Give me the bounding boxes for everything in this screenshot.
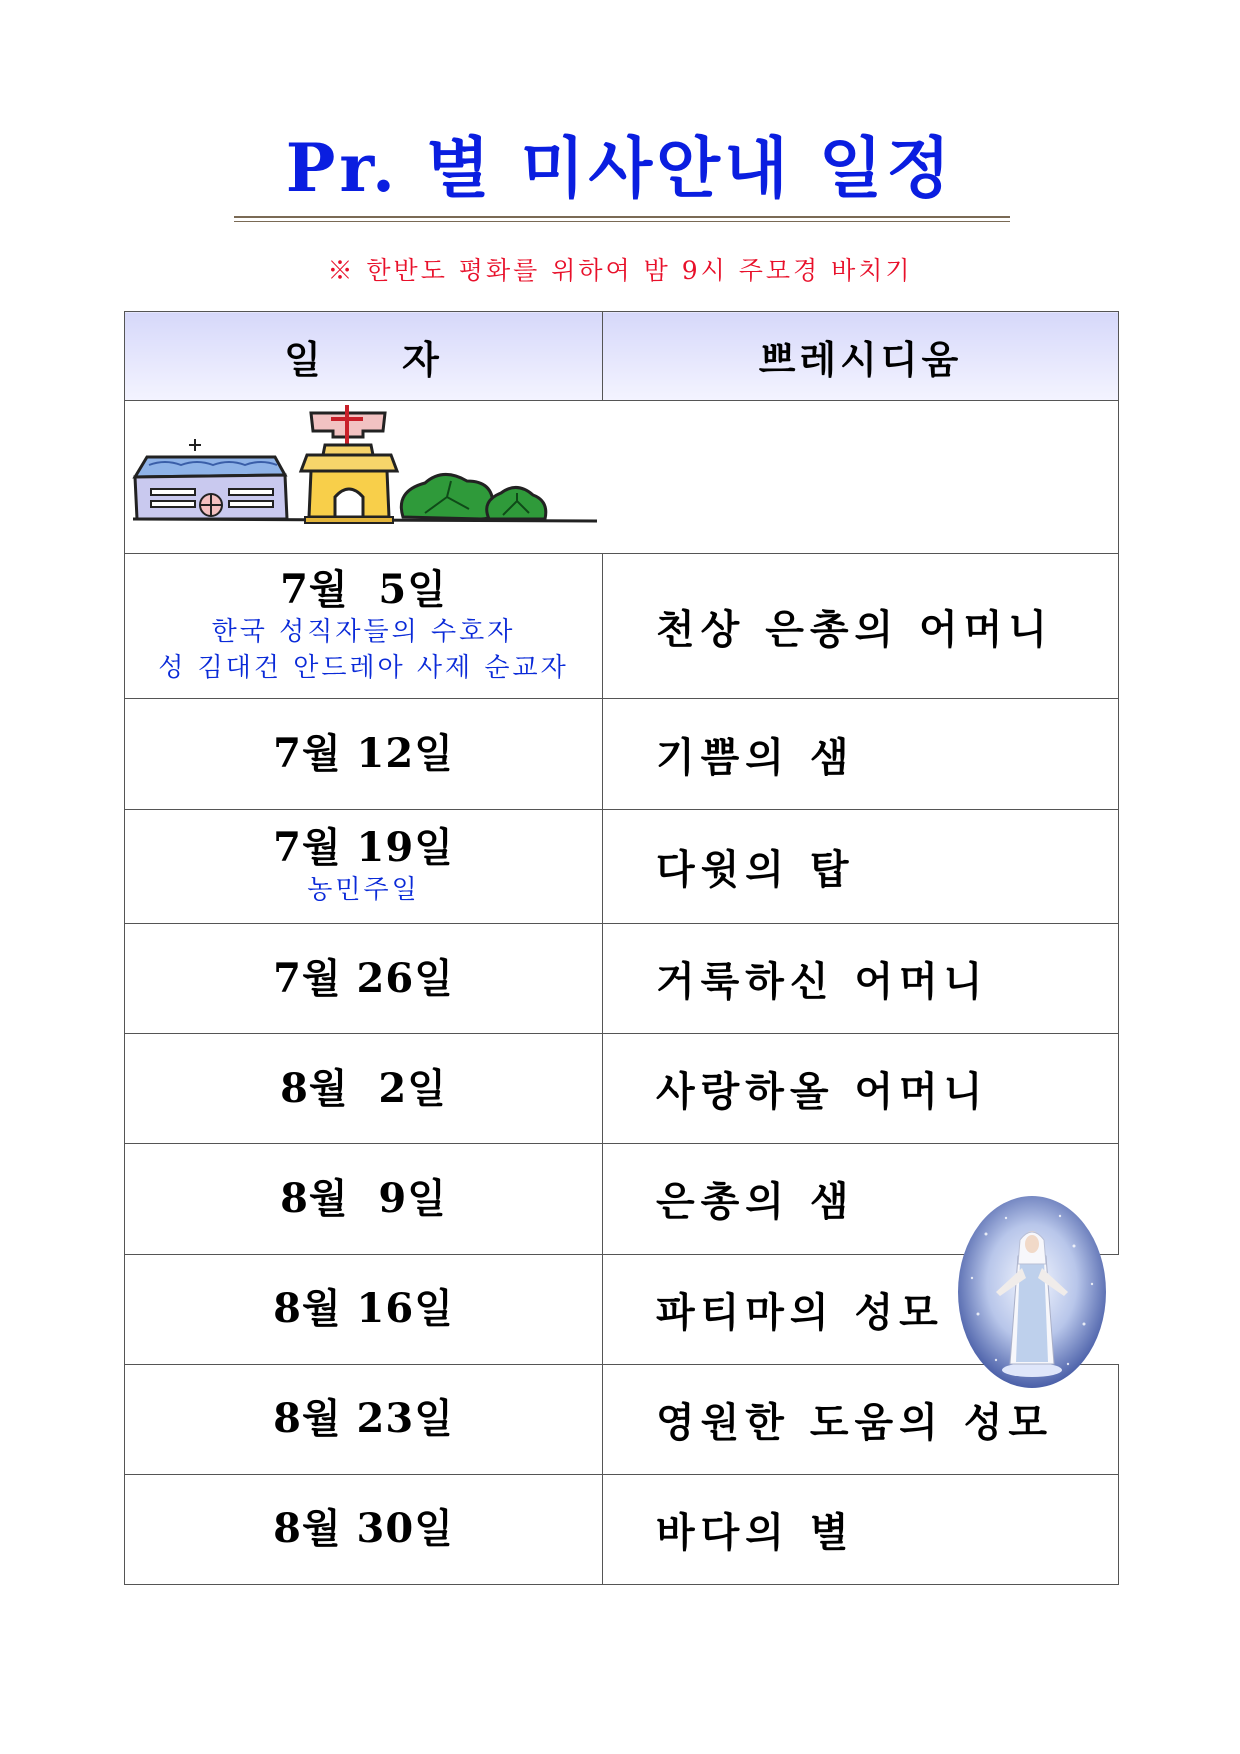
table-row (125, 809, 1119, 924)
date-cell (125, 554, 603, 699)
table-row (125, 554, 1119, 699)
presidium-name: 기쁨의 샘 (603, 699, 1119, 809)
date-cell (125, 1144, 603, 1254)
mass-date: 8월 2일 (280, 1064, 447, 1112)
presidium-name: 영원한 도움의 성모 (603, 1364, 1119, 1474)
date-cell (125, 1474, 603, 1584)
presidium-name: 천상 은총의 어머니 (603, 554, 1119, 699)
date-note: 한국 성직자들의 수호자 (211, 617, 516, 648)
date-cell (125, 1254, 603, 1364)
table-row (125, 924, 1119, 1034)
date-cell (125, 924, 603, 1034)
table-header-row (125, 312, 1119, 401)
mass-date: 8월 23일 (273, 1395, 454, 1443)
table-row (125, 699, 1119, 809)
mass-date: 8월 30일 (273, 1505, 454, 1553)
presidium-name: 다윗의 탑 (603, 809, 1119, 924)
table-row (125, 1474, 1119, 1584)
title-underline (234, 216, 1010, 218)
date-note: 농민주일 (307, 875, 420, 906)
header-date: 일 자 (125, 312, 603, 401)
illustration-cell (125, 401, 1119, 554)
mass-date: 7월 19일 (273, 824, 454, 872)
schedule-table (124, 311, 1119, 1585)
church-village-illustration (125, 401, 603, 539)
illustration-row (125, 401, 1119, 554)
header-presidium: 쁘레시디움 (603, 312, 1119, 401)
mass-date: 7월 5일 (280, 566, 447, 614)
mass-date: 8월 9일 (280, 1174, 447, 1222)
notice-text: ※ 한반도 평화를 위하여 밤 9시 주모경 바치기 (327, 256, 913, 285)
date-note: 성 김대건 안드레아 사제 순교자 (158, 653, 569, 684)
presidium-name: 사랑하올 어머니 (603, 1034, 1119, 1144)
mass-date: 7월 26일 (273, 954, 454, 1002)
date-cell (125, 1364, 603, 1474)
presidium-name: 거룩하신 어머니 (603, 924, 1119, 1034)
date-cell (125, 1034, 603, 1144)
presidium-name: 파티마의 성모 (603, 1254, 1119, 1364)
mass-date: 7월 12일 (273, 730, 454, 778)
virgin-mary-image (956, 1194, 1108, 1390)
presidium-name: 은총의 샘 (603, 1144, 1119, 1254)
mass-date: 8월 16일 (273, 1285, 454, 1333)
page-title: Pr. 별 미사안내 일정 (285, 129, 955, 207)
table-row (125, 1034, 1119, 1144)
date-cell (125, 699, 603, 809)
title-underline-thin (234, 221, 1010, 222)
presidium-name: 바다의 별 (603, 1474, 1119, 1584)
date-cell (125, 809, 603, 924)
